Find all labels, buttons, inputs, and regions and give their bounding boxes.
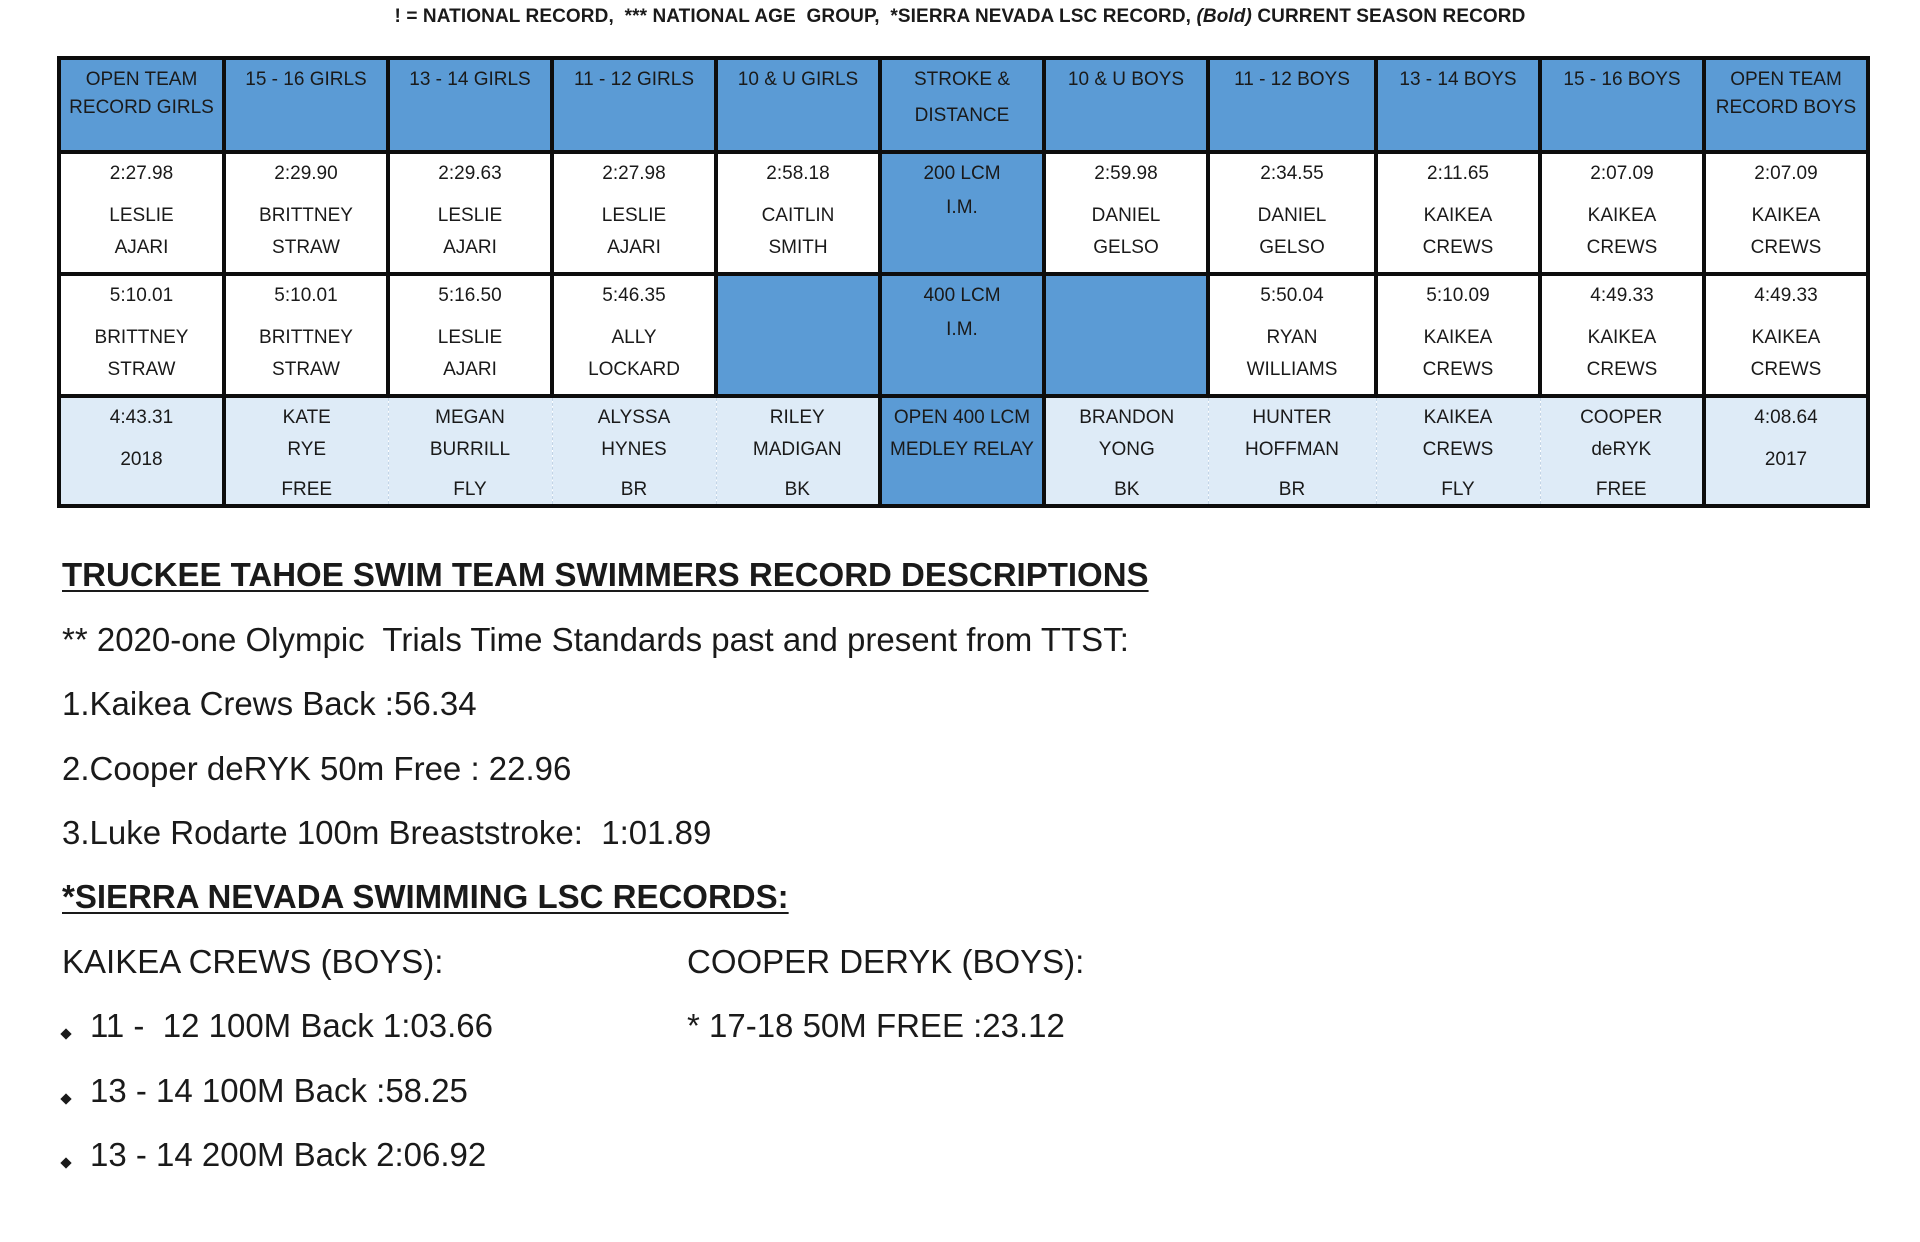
lsc-records-heading: *SIERRA NEVADA SWIMMING LSC RECORDS: (62, 878, 789, 915)
record-cell (59, 274, 224, 396)
record-time: 4:49.33 (1590, 285, 1654, 306)
relay-boys-year: 2017 (1764, 449, 1808, 470)
record-row-medley-relay (59, 396, 1868, 506)
swimmer-first-name: DANIEL (1257, 205, 1327, 226)
swimmer-first-name: KAIKEA (1587, 205, 1657, 226)
record-cell (1208, 152, 1376, 274)
swimmer-first-name: KAIKEA (1423, 205, 1493, 226)
event-stroke: I.M. (946, 319, 978, 340)
swimmer-last-name: CREWS (1750, 359, 1822, 380)
cooper-deryk-heading: COOPER DERYK (BOYS): (687, 943, 1085, 980)
swimmer-last-name: STRAW (272, 359, 340, 380)
record-cell (1540, 274, 1704, 396)
relay-swimmer-cell: RILEY MADIGAN BK (716, 396, 880, 506)
header-10-u-girls: 10 & U GIRLS (716, 58, 880, 152)
swimmer-first-name: KAIKEA (1751, 327, 1821, 348)
swimmer-first-name: LESLIE (437, 205, 503, 226)
swimmer-first-name: BRITTNEY (94, 327, 189, 348)
record-time: 5:50.04 (1260, 285, 1324, 306)
record-time: 5:10.09 (1426, 285, 1490, 306)
olympic-trials-line: ** 2020-one Olympic Trials Time Standards past and present from TTST: (62, 621, 1129, 658)
relay-swimmer-cell: KATE RYE FREE (224, 396, 388, 506)
event-label-cell (880, 274, 1044, 396)
record-time: 5:10.01 (109, 285, 174, 306)
swimmer-last-name: CREWS (1422, 237, 1494, 258)
empty-record-cell (716, 274, 880, 396)
cooper-record-item: * 17-18 50M FREE :23.12 (687, 1007, 1065, 1044)
relay-swimmer-cell: BRANDON YONG BK (1044, 396, 1208, 506)
record-legend (0, 6, 1920, 28)
swimmer-last-name: AJARI (443, 359, 497, 380)
event-distance: 200 LCM (923, 163, 1001, 184)
legend-italic: (Bold) (1196, 6, 1252, 27)
header-11-12-boys: 11 - 12 BOYS (1208, 58, 1376, 152)
record-row-400-im (59, 274, 1868, 396)
swimmer-last-name: CREWS (1422, 359, 1494, 380)
swimmer-first-name: DANIEL (1091, 205, 1161, 226)
swimmer-first-name: CAITLIN (761, 205, 835, 226)
record-time: 2:58.18 (766, 163, 830, 184)
swimmer-last-name: STRAW (107, 359, 176, 380)
swimmer-first-name: BRITTNEY (259, 327, 353, 348)
legend-text: ! = NATIONAL RECORD, *** NATIONAL AGE GROUP, *SIERRA NEVADA LSC RECORD, (394, 6, 1192, 27)
record-cell (388, 152, 552, 274)
relay-boys-time: 4:08.64 (1754, 407, 1818, 428)
records-table (57, 56, 1870, 508)
swimmer-last-name: CREWS (1750, 237, 1822, 258)
record-time: 2:07.09 (1754, 163, 1818, 184)
event-distance: 400 LCM (923, 285, 1001, 306)
header-13-14-girls: 13 - 14 GIRLS (388, 58, 552, 152)
bullet-icon (60, 1157, 71, 1168)
swimmer-last-name: GELSO (1259, 237, 1325, 258)
header-15-16-girls: 15 - 16 GIRLS (224, 58, 388, 152)
swimmer-first-name: KAIKEA (1751, 205, 1821, 226)
record-cell (224, 274, 388, 396)
record-cell (716, 152, 880, 274)
header-11-12-girls: 11 - 12 GIRLS (552, 58, 716, 152)
relay-swimmer-cell: HUNTER HOFFMAN BR (1208, 396, 1376, 506)
swimmer-first-name: LESLIE (601, 205, 667, 226)
record-time: 5:46.35 (602, 285, 666, 306)
descriptions-heading: TRUCKEE TAHOE SWIM TEAM SWIMMERS RECORD DESCRIPTIONS (62, 556, 1149, 593)
record-cell (1704, 152, 1868, 274)
record-time: 4:49.33 (1754, 285, 1818, 306)
relay-swimmer-cell: COOPER deRYK FREE (1540, 396, 1704, 506)
swimmer-last-name: WILLIAMS (1246, 359, 1338, 380)
swimmer-last-name: AJARI (443, 237, 497, 258)
swimmer-first-name: LESLIE (437, 327, 503, 348)
record-time: 2:07.09 (1590, 163, 1654, 184)
swimmer-last-name: GELSO (1093, 237, 1159, 258)
event-stroke: I.M. (946, 197, 978, 218)
record-cell (59, 152, 224, 274)
swimmer-last-name: AJARI (607, 237, 661, 258)
olympic-item: 1.Kaikea Crews Back :56.34 (62, 685, 477, 722)
kaikea-record-item: 11 - 12 100M Back 1:03.66 (90, 1007, 493, 1044)
record-cell (1704, 274, 1868, 396)
olympic-item: 3.Luke Rodarte 100m Breaststroke: 1:01.89 (62, 814, 712, 851)
swimmer-first-name: KAIKEA (1587, 327, 1657, 348)
kaikea-crews-heading: KAIKEA CREWS (BOYS): (62, 943, 444, 980)
kaikea-record-item: 13 - 14 100M Back :58.25 (90, 1072, 468, 1109)
header-10-u-boys: 10 & U BOYS (1044, 58, 1208, 152)
relay-boys-record (1704, 396, 1868, 506)
record-cell (1376, 152, 1540, 274)
header-15-16-boys: 15 - 16 BOYS (1540, 58, 1704, 152)
record-time: 2:27.98 (109, 163, 174, 184)
swimmer-last-name: STRAW (272, 237, 340, 258)
swimmer-last-name: CREWS (1586, 237, 1658, 258)
record-time: 2:11.65 (1427, 163, 1489, 184)
swimmer-first-name: RYAN (1266, 327, 1318, 348)
relay-event-label: OPEN 400 LCM MEDLEY RELAY (880, 396, 1044, 506)
header-row (59, 58, 1868, 152)
relay-girls-time: 4:43.31 (109, 407, 174, 428)
relay-swimmer-cell: KAIKEA CREWS FLY (1376, 396, 1540, 506)
record-cell (1044, 152, 1208, 274)
event-label-cell (880, 152, 1044, 274)
swimmer-last-name: AJARI (114, 237, 169, 258)
bullet-icon (60, 1028, 71, 1039)
record-cell (552, 152, 716, 274)
swimmer-last-name: LOCKARD (588, 359, 680, 380)
record-time: 2:27.98 (602, 163, 666, 184)
header-stroke-distance: STROKE & DISTANCE (880, 58, 1044, 152)
record-time: 5:16.50 (438, 285, 502, 306)
header-open-girls: OPEN TEAM RECORD GIRLS (59, 58, 224, 152)
swimmer-first-name: LESLIE (109, 205, 174, 226)
header-open-boys: OPEN TEAM RECORD BOYS (1704, 58, 1868, 152)
relay-swimmer-cell: ALYSSA HYNES BR (552, 396, 716, 506)
header-13-14-boys: 13 - 14 BOYS (1376, 58, 1540, 152)
swimmer-first-name: KAIKEA (1423, 327, 1493, 348)
record-cell (1376, 274, 1540, 396)
bullet-icon (60, 1093, 71, 1104)
swimmer-last-name: SMITH (768, 237, 828, 258)
record-cell (552, 274, 716, 396)
legend-tail: CURRENT SEASON RECORD (1257, 6, 1526, 27)
swimmer-first-name: ALLY (611, 327, 657, 348)
relay-swimmer-cell: MEGAN BURRILL FLY (388, 396, 552, 506)
relay-girls-year: 2018 (120, 449, 163, 470)
swimmer-first-name: BRITTNEY (259, 205, 353, 226)
record-cell (388, 274, 552, 396)
record-time: 2:29.63 (438, 163, 502, 184)
record-cell (1540, 152, 1704, 274)
record-row-200-im (59, 152, 1868, 274)
record-cell (1208, 274, 1376, 396)
swimmer-last-name: CREWS (1586, 359, 1658, 380)
kaikea-record-item: 13 - 14 200M Back 2:06.92 (90, 1136, 487, 1173)
record-time: 2:29.90 (274, 163, 338, 184)
olympic-item: 2.Cooper deRYK 50m Free : 22.96 (62, 750, 572, 787)
record-time: 2:59.98 (1094, 163, 1158, 184)
record-time: 5:10.01 (274, 285, 338, 306)
empty-record-cell (1044, 274, 1208, 396)
relay-girls-record (59, 396, 224, 506)
record-time: 2:34.55 (1260, 163, 1324, 184)
record-cell (224, 152, 388, 274)
